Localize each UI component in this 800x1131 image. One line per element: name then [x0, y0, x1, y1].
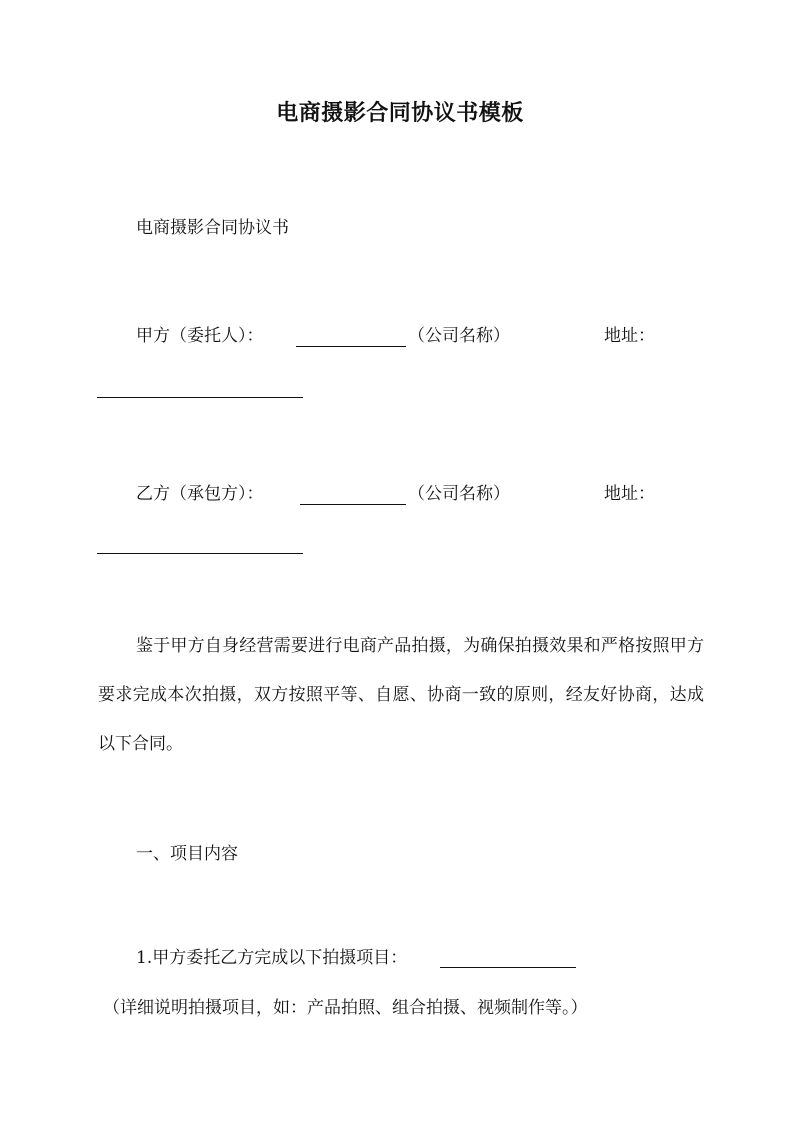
- party-b-company-note: （公司名称）: [408, 484, 510, 504]
- item-1-note: （详细说明拍摄项目，如：产品拍照、组合拍摄、视频制作等。）: [103, 998, 588, 1018]
- party-b-address-blank[interactable]: [97, 552, 303, 554]
- preamble-paragraph: 鉴于甲方自身经营需要进行电商产品拍摄，为确保拍摄效果和严格按照甲方要求完成本次拍摄，双方按照平等、自愿、协商一致的原则，经友好协商，达成以下合同。: [98, 636, 704, 754]
- party-b-company-blank[interactable]: [300, 503, 406, 505]
- party-a-label: 甲方（委托人）：: [136, 326, 264, 346]
- item-1-text: 1.甲方委托乙方完成以下拍摄项目：: [136, 948, 408, 968]
- party-a-company-note: （公司名称）: [408, 326, 510, 346]
- section-1-heading: 一、项目内容: [136, 844, 238, 864]
- document-subtitle: 电商摄影合同协议书: [136, 218, 289, 238]
- party-a-address-label: 地址：: [604, 326, 655, 346]
- party-b-address-label: 地址：: [604, 484, 655, 504]
- document-title: 电商摄影合同协议书模板: [276, 100, 524, 126]
- party-a-company-blank[interactable]: [296, 345, 406, 347]
- party-a-address-blank[interactable]: [97, 396, 303, 398]
- party-b-label: 乙方（承包方）：: [136, 484, 264, 504]
- item-1-blank[interactable]: [440, 966, 576, 968]
